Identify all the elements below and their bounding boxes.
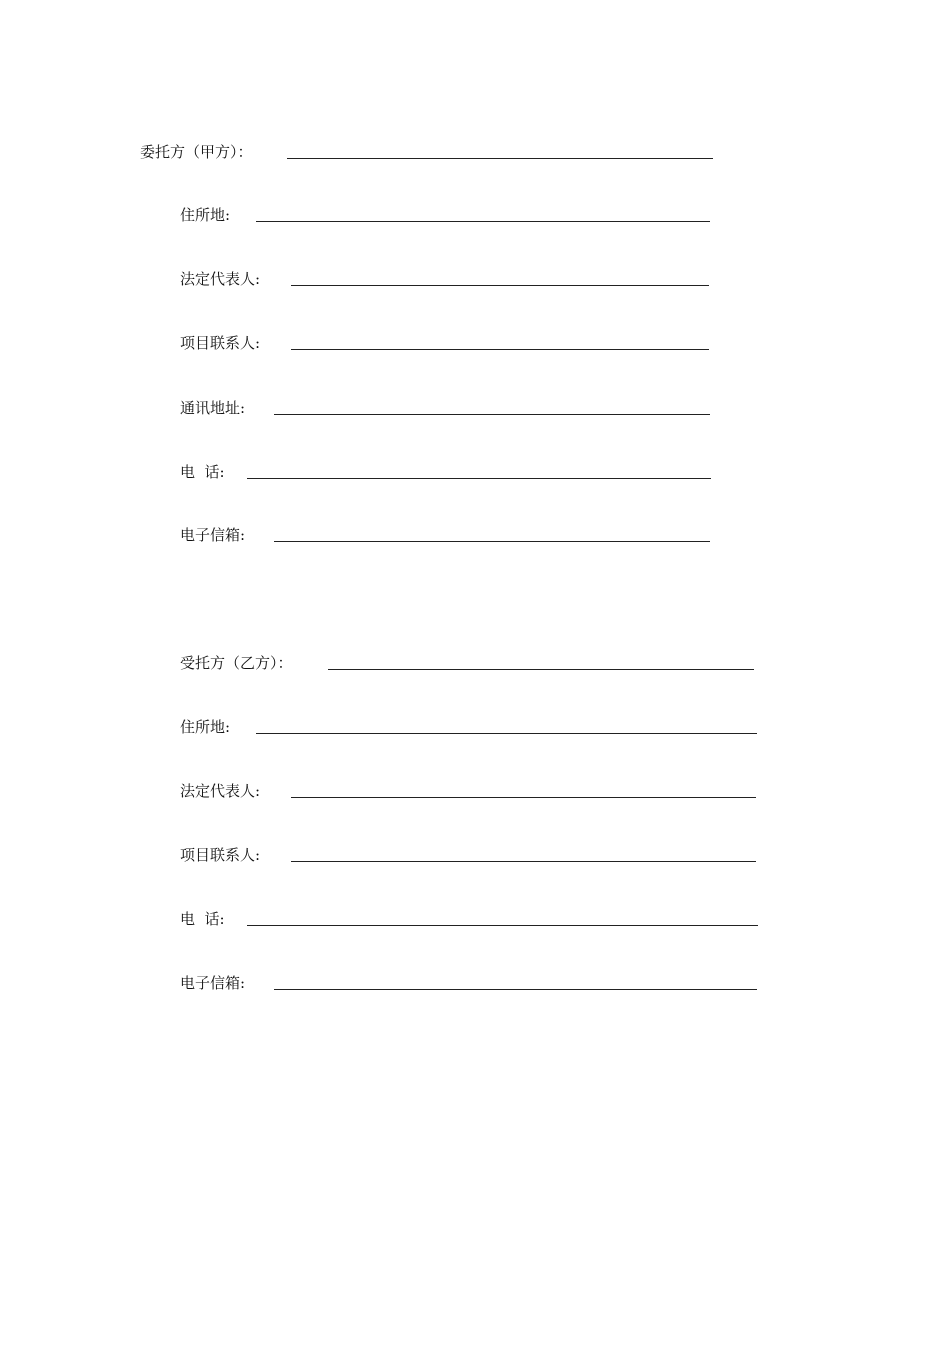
party-a-contact-blank[interactable] [291, 349, 709, 350]
party-b-title-row [180, 653, 770, 677]
party-b-email-label: 电子信箱: [180, 974, 246, 992]
party-a-mail-address-row [180, 398, 720, 422]
party-a-address-row [180, 205, 720, 229]
party-a-address-label: 住所地: [180, 206, 231, 224]
party-a-legal-rep-row [180, 269, 720, 293]
party-b-address-blank[interactable] [256, 733, 757, 734]
party-b-address-label: 住所地: [180, 718, 231, 736]
party-a-email-row [180, 525, 720, 549]
party-a-mail-address-label: 通讯地址: [180, 399, 246, 417]
party-b-legal-rep-row [180, 781, 770, 805]
party-a-legal-rep-label: 法定代表人: [180, 270, 261, 288]
party-a-email-blank[interactable] [274, 541, 710, 542]
party-a-email-label: 电子信箱: [180, 526, 246, 544]
party-a-mail-address-blank[interactable] [274, 414, 710, 415]
party-a-title-row [140, 142, 720, 166]
party-a-legal-rep-blank[interactable] [291, 285, 709, 286]
party-b-email-row [180, 973, 770, 997]
party-a-phone-label: 电 话: [180, 463, 225, 481]
party-a-name-blank[interactable] [287, 158, 713, 159]
party-b-contact-label: 项目联系人: [180, 846, 261, 864]
party-a-address-blank[interactable] [256, 221, 710, 222]
party-a-title: 委托方（甲方）： [140, 143, 253, 161]
party-b-address-row [180, 717, 770, 741]
party-b-title: 受托方（乙方）： [180, 654, 293, 672]
party-b-phone-label: 电 话: [180, 910, 225, 928]
party-b-contact-blank[interactable] [291, 861, 756, 862]
party-b-contact-row [180, 845, 770, 869]
party-b-legal-rep-label: 法定代表人: [180, 782, 261, 800]
party-a-phone-blank[interactable] [247, 478, 711, 479]
party-b-phone-row [180, 909, 770, 933]
party-b-email-blank[interactable] [274, 989, 757, 990]
party-b-name-blank[interactable] [328, 669, 754, 670]
party-a-contact-row [180, 333, 720, 357]
party-b-phone-blank[interactable] [247, 925, 758, 926]
party-a-contact-label: 项目联系人: [180, 334, 261, 352]
party-a-phone-row [180, 462, 720, 486]
party-b-legal-rep-blank[interactable] [291, 797, 756, 798]
